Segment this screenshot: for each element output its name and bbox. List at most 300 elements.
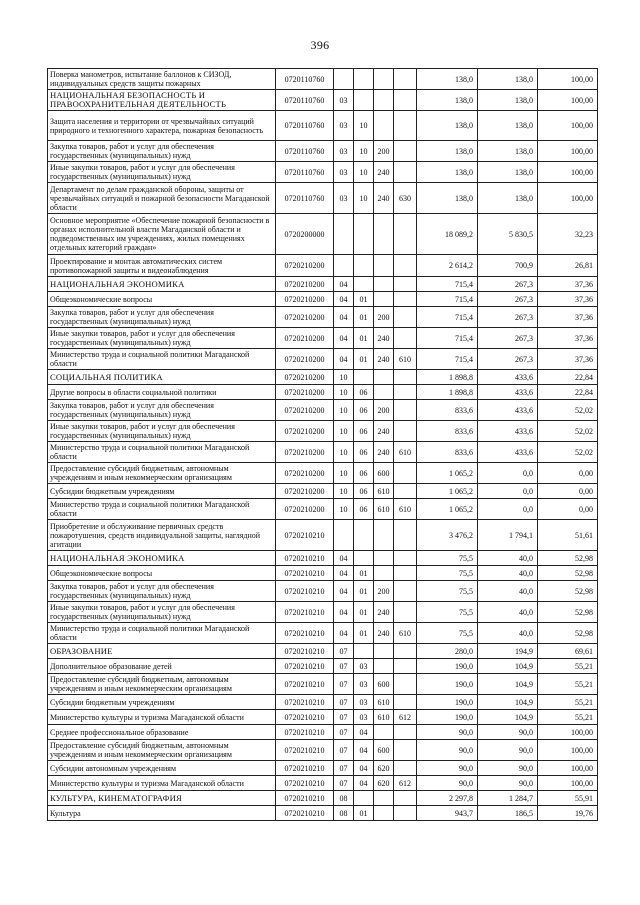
cell-name: Министерство труда и социальной политики Магаданской области — [48, 623, 276, 644]
cell-actual: 90,0 — [478, 776, 538, 791]
cell-name: Защита населения и территории от чрезвычайных ситуаций природного и техногенного характера, пожарная безопасность — [48, 111, 276, 141]
cell-subsection: 10 — [354, 162, 374, 183]
cell-subsection — [354, 214, 374, 255]
cell-subsection: 06 — [354, 421, 374, 442]
cell-code: 0720210200 — [276, 349, 334, 370]
cell-percent: 100,00 — [538, 69, 598, 90]
cell-plan: 833,6 — [417, 421, 478, 442]
cell-name: Общеэкономические вопросы — [48, 292, 276, 307]
table-row — [48, 183, 598, 214]
cell-code: 0720210210 — [276, 520, 334, 551]
cell-plan: 138,0 — [417, 90, 478, 111]
table-row — [48, 400, 598, 421]
cell-plan: 833,6 — [417, 442, 478, 463]
cell-percent: 52,98 — [538, 566, 598, 581]
cell-plan: 715,4 — [417, 277, 478, 292]
cell-code: 0720210210 — [276, 791, 334, 806]
table-row — [48, 69, 598, 90]
cell-expense-type — [374, 111, 394, 141]
table-body — [48, 69, 598, 821]
cell-percent: 100,00 — [538, 111, 598, 141]
cell-section: 04 — [334, 566, 354, 581]
cell-percent: 52,02 — [538, 400, 598, 421]
cell-subsection: 01 — [354, 292, 374, 307]
cell-section: 08 — [334, 791, 354, 806]
cell-section: 10 — [334, 400, 354, 421]
table-row — [48, 307, 598, 328]
cell-plan: 138,0 — [417, 183, 478, 214]
cell-code: 0720210210 — [276, 740, 334, 761]
cell-section: 04 — [334, 623, 354, 644]
cell-section: 07 — [334, 710, 354, 725]
cell-actual: 433,6 — [478, 385, 538, 400]
cell-expense-type — [374, 659, 394, 674]
cell-expense-type: 600 — [374, 740, 394, 761]
cell-section: 10 — [334, 442, 354, 463]
cell-administrator: 610 — [394, 349, 417, 370]
cell-expense-type: 600 — [374, 463, 394, 484]
cell-administrator: 612 — [394, 776, 417, 791]
cell-percent: 19,76 — [538, 806, 598, 821]
cell-plan: 1 065,2 — [417, 463, 478, 484]
cell-section: 08 — [334, 806, 354, 821]
cell-code: 0720210200 — [276, 277, 334, 292]
cell-expense-type: 240 — [374, 421, 394, 442]
cell-code: 0720110760 — [276, 111, 334, 141]
cell-subsection: 04 — [354, 761, 374, 776]
cell-percent: 52,98 — [538, 623, 598, 644]
cell-name: Закупка товаров, работ и услуг для обеспечения государственных (муниципальных) нужд — [48, 400, 276, 421]
table-row — [48, 710, 598, 725]
cell-actual: 90,0 — [478, 725, 538, 740]
cell-actual: 433,6 — [478, 442, 538, 463]
cell-actual: 0,0 — [478, 499, 538, 520]
cell-actual: 194,9 — [478, 644, 538, 659]
cell-name: НАЦИОНАЛЬНАЯ ЭКОНОМИКА — [48, 277, 276, 292]
cell-administrator — [394, 421, 417, 442]
cell-expense-type: 240 — [374, 442, 394, 463]
page-number: 396 — [310, 38, 330, 52]
cell-actual: 138,0 — [478, 90, 538, 111]
cell-expense-type: 610 — [374, 484, 394, 499]
cell-actual: 138,0 — [478, 162, 538, 183]
cell-percent: 37,36 — [538, 328, 598, 349]
cell-code: 0720110760 — [276, 90, 334, 111]
cell-administrator — [394, 307, 417, 328]
cell-expense-type — [374, 385, 394, 400]
cell-section: 10 — [334, 463, 354, 484]
cell-subsection: 06 — [354, 463, 374, 484]
cell-expense-type: 610 — [374, 695, 394, 710]
cell-section: 07 — [334, 761, 354, 776]
cell-administrator — [394, 370, 417, 385]
cell-actual: 104,9 — [478, 710, 538, 725]
cell-subsection: 01 — [354, 806, 374, 821]
cell-actual: 40,0 — [478, 581, 538, 602]
cell-section: 07 — [334, 644, 354, 659]
table-row — [48, 385, 598, 400]
cell-section — [334, 520, 354, 551]
table-row — [48, 725, 598, 740]
cell-percent: 0,00 — [538, 463, 598, 484]
cell-section: 03 — [334, 183, 354, 214]
table-row — [48, 806, 598, 821]
cell-actual: 40,0 — [478, 566, 538, 581]
cell-plan: 1 898,8 — [417, 385, 478, 400]
cell-expense-type — [374, 725, 394, 740]
cell-code: 0720210200 — [276, 292, 334, 307]
cell-percent: 100,00 — [538, 776, 598, 791]
cell-section: 03 — [334, 141, 354, 162]
cell-expense-type: 610 — [374, 710, 394, 725]
cell-plan: 75,5 — [417, 623, 478, 644]
table-row — [48, 566, 598, 581]
cell-plan: 138,0 — [417, 141, 478, 162]
cell-code: 0720210210 — [276, 761, 334, 776]
cell-administrator — [394, 695, 417, 710]
cell-code: 0720210200 — [276, 400, 334, 421]
cell-expense-type — [374, 255, 394, 277]
cell-percent: 55,21 — [538, 659, 598, 674]
cell-code: 0720210210 — [276, 602, 334, 623]
cell-expense-type: 200 — [374, 581, 394, 602]
cell-name: Иные закупки товаров, работ и услуг для обеспечения государственных (муниципальных) нужд — [48, 602, 276, 623]
cell-code: 0720110760 — [276, 183, 334, 214]
cell-code: 0720210210 — [276, 674, 334, 695]
cell-expense-type — [374, 214, 394, 255]
cell-subsection — [354, 255, 374, 277]
cell-administrator — [394, 69, 417, 90]
cell-code: 0720210200 — [276, 421, 334, 442]
cell-actual: 138,0 — [478, 183, 538, 214]
cell-plan: 138,0 — [417, 69, 478, 90]
cell-administrator — [394, 328, 417, 349]
cell-name: Иные закупки товаров, работ и услуг для обеспечения государственных (муниципальных) нужд — [48, 421, 276, 442]
cell-name: Закупка товаров, работ и услуг для обеспечения государственных (муниципальных) нужд — [48, 307, 276, 328]
cell-plan: 75,5 — [417, 581, 478, 602]
cell-actual: 0,0 — [478, 463, 538, 484]
cell-expense-type — [374, 90, 394, 111]
cell-administrator — [394, 740, 417, 761]
table-row — [48, 581, 598, 602]
cell-actual: 40,0 — [478, 551, 538, 566]
cell-name: Министерство труда и социальной политики Магаданской области — [48, 442, 276, 463]
cell-plan: 1 898,8 — [417, 370, 478, 385]
cell-actual: 267,3 — [478, 349, 538, 370]
cell-code: 0720200000 — [276, 214, 334, 255]
cell-name: Общеэкономические вопросы — [48, 566, 276, 581]
cell-administrator — [394, 141, 417, 162]
cell-administrator — [394, 400, 417, 421]
cell-administrator — [394, 277, 417, 292]
cell-expense-type — [374, 520, 394, 551]
cell-percent: 37,36 — [538, 349, 598, 370]
cell-code: 0720210200 — [276, 370, 334, 385]
cell-subsection — [354, 644, 374, 659]
cell-subsection: 01 — [354, 581, 374, 602]
cell-administrator — [394, 644, 417, 659]
budget-table — [47, 68, 598, 821]
table-row — [48, 602, 598, 623]
cell-plan: 833,6 — [417, 400, 478, 421]
cell-subsection: 01 — [354, 349, 374, 370]
cell-plan: 3 476,2 — [417, 520, 478, 551]
cell-plan: 190,0 — [417, 674, 478, 695]
cell-expense-type — [374, 370, 394, 385]
cell-plan: 715,4 — [417, 349, 478, 370]
cell-name: Другие вопросы в области социальной политики — [48, 385, 276, 400]
table-row — [48, 695, 598, 710]
cell-actual: 267,3 — [478, 307, 538, 328]
cell-administrator — [394, 292, 417, 307]
cell-subsection: 04 — [354, 725, 374, 740]
cell-administrator — [394, 385, 417, 400]
cell-percent: 37,36 — [538, 307, 598, 328]
cell-name: Департамент по делам гражданской обороны, защиты от чрезвычайных ситуаций и пожарной безопасности Магаданской области — [48, 183, 276, 214]
table-row — [48, 659, 598, 674]
cell-percent: 55,91 — [538, 791, 598, 806]
cell-plan: 75,5 — [417, 566, 478, 581]
table-row — [48, 551, 598, 566]
cell-section — [334, 255, 354, 277]
cell-percent: 55,21 — [538, 695, 598, 710]
cell-percent: 0,00 — [538, 484, 598, 499]
cell-expense-type — [374, 566, 394, 581]
table-row — [48, 623, 598, 644]
cell-code: 0720110760 — [276, 69, 334, 90]
cell-section: 04 — [334, 307, 354, 328]
cell-actual: 186,5 — [478, 806, 538, 821]
cell-expense-type: 200 — [374, 400, 394, 421]
cell-plan: 90,0 — [417, 740, 478, 761]
cell-administrator: 630 — [394, 183, 417, 214]
cell-subsection — [354, 370, 374, 385]
cell-code: 0720210210 — [276, 710, 334, 725]
cell-plan: 90,0 — [417, 776, 478, 791]
cell-section: 04 — [334, 349, 354, 370]
cell-expense-type: 240 — [374, 328, 394, 349]
cell-expense-type — [374, 806, 394, 821]
cell-administrator — [394, 463, 417, 484]
cell-section: 10 — [334, 421, 354, 442]
cell-actual: 40,0 — [478, 602, 538, 623]
cell-actual: 5 830,5 — [478, 214, 538, 255]
cell-administrator — [394, 214, 417, 255]
cell-code: 0720210210 — [276, 551, 334, 566]
cell-code: 0720110760 — [276, 141, 334, 162]
cell-plan: 1 065,2 — [417, 499, 478, 520]
cell-subsection: 01 — [354, 307, 374, 328]
cell-section: 04 — [334, 602, 354, 623]
cell-name: Министерство труда и социальной политики Магаданской области — [48, 499, 276, 520]
cell-subsection: 01 — [354, 623, 374, 644]
cell-name: Закупка товаров, работ и услуг для обеспечения государственных (муниципальных) нужд — [48, 581, 276, 602]
cell-section: 10 — [334, 499, 354, 520]
cell-name: Субсидии автономным учреждениям — [48, 761, 276, 776]
cell-actual: 267,3 — [478, 277, 538, 292]
cell-plan: 715,4 — [417, 292, 478, 307]
cell-expense-type — [374, 69, 394, 90]
table-row — [48, 421, 598, 442]
cell-actual: 433,6 — [478, 370, 538, 385]
cell-actual: 40,0 — [478, 623, 538, 644]
cell-percent: 100,00 — [538, 725, 598, 740]
cell-expense-type: 240 — [374, 623, 394, 644]
cell-section — [334, 69, 354, 90]
cell-plan: 943,7 — [417, 806, 478, 821]
cell-percent: 69,61 — [538, 644, 598, 659]
cell-code: 0720210200 — [276, 499, 334, 520]
table-row — [48, 644, 598, 659]
cell-name: Культура — [48, 806, 276, 821]
table-row — [48, 292, 598, 307]
cell-expense-type: 240 — [374, 602, 394, 623]
table-row — [48, 162, 598, 183]
table-row — [48, 442, 598, 463]
table-row — [48, 255, 598, 277]
cell-actual: 1 284,7 — [478, 791, 538, 806]
cell-name: Министерство культуры и туризма Магаданской области — [48, 776, 276, 791]
table-row — [48, 370, 598, 385]
cell-name: Дополнительное образование детей — [48, 659, 276, 674]
cell-name: Иные закупки товаров, работ и услуг для обеспечения государственных (муниципальных) нужд — [48, 162, 276, 183]
cell-plan: 2 614,2 — [417, 255, 478, 277]
cell-section: 03 — [334, 90, 354, 111]
cell-percent: 37,36 — [538, 292, 598, 307]
cell-code: 0720210210 — [276, 581, 334, 602]
cell-name: НАЦИОНАЛЬНАЯ ЭКОНОМИКА — [48, 551, 276, 566]
cell-code: 0720210200 — [276, 328, 334, 349]
cell-percent: 100,00 — [538, 183, 598, 214]
cell-section: 04 — [334, 551, 354, 566]
cell-subsection: 01 — [354, 602, 374, 623]
cell-administrator — [394, 581, 417, 602]
cell-section: 03 — [334, 111, 354, 141]
cell-expense-type: 620 — [374, 761, 394, 776]
cell-plan: 190,0 — [417, 695, 478, 710]
cell-code: 0720210210 — [276, 806, 334, 821]
cell-percent: 55,21 — [538, 674, 598, 695]
table-row — [48, 520, 598, 551]
cell-name: Приобретение и обслуживание первичных средств пожаротушения, средств индивидуальной защиты, наглядной агитации — [48, 520, 276, 551]
cell-subsection: 04 — [354, 776, 374, 791]
cell-expense-type: 240 — [374, 183, 394, 214]
cell-code: 0720210210 — [276, 566, 334, 581]
cell-administrator — [394, 602, 417, 623]
cell-plan: 18 089,2 — [417, 214, 478, 255]
cell-section: 10 — [334, 370, 354, 385]
cell-administrator — [394, 255, 417, 277]
cell-percent: 55,21 — [538, 710, 598, 725]
cell-actual: 138,0 — [478, 111, 538, 141]
cell-actual: 104,9 — [478, 674, 538, 695]
cell-percent: 37,36 — [538, 277, 598, 292]
table-row — [48, 740, 598, 761]
table-row — [48, 484, 598, 499]
cell-actual: 138,0 — [478, 141, 538, 162]
cell-section: 10 — [334, 484, 354, 499]
cell-plan: 190,0 — [417, 659, 478, 674]
cell-name: Предоставление субсидий бюджетным, автономным учреждениям и иным некоммерческим организациям — [48, 674, 276, 695]
cell-name: Министерство культуры и туризма Магаданской области — [48, 710, 276, 725]
cell-administrator — [394, 111, 417, 141]
cell-name: Предоставление субсидий бюджетным, автономным учреждениям и иным некоммерческим организациям — [48, 463, 276, 484]
cell-percent: 52,02 — [538, 442, 598, 463]
cell-name: Проектирование и монтаж автоматических систем противопожарной защиты и видеонаблюдения — [48, 255, 276, 277]
cell-expense-type: 600 — [374, 674, 394, 695]
cell-subsection: 10 — [354, 183, 374, 214]
cell-plan: 90,0 — [417, 761, 478, 776]
cell-plan: 715,4 — [417, 307, 478, 328]
cell-code: 0720210210 — [276, 776, 334, 791]
cell-subsection: 03 — [354, 710, 374, 725]
cell-percent: 32,23 — [538, 214, 598, 255]
cell-administrator — [394, 725, 417, 740]
cell-expense-type: 200 — [374, 141, 394, 162]
cell-expense-type — [374, 292, 394, 307]
cell-expense-type — [374, 644, 394, 659]
cell-section: 04 — [334, 277, 354, 292]
cell-subsection: 10 — [354, 111, 374, 141]
table-row — [48, 674, 598, 695]
cell-code: 0720210200 — [276, 307, 334, 328]
cell-plan: 2 297,8 — [417, 791, 478, 806]
cell-expense-type — [374, 551, 394, 566]
cell-name: КУЛЬТУРА, КИНЕМАТОГРАФИЯ — [48, 791, 276, 806]
table-row — [48, 791, 598, 806]
cell-percent: 22,84 — [538, 370, 598, 385]
cell-code: 0720210200 — [276, 442, 334, 463]
cell-subsection — [354, 520, 374, 551]
cell-percent: 22,84 — [538, 385, 598, 400]
table-row — [48, 277, 598, 292]
cell-percent: 51,61 — [538, 520, 598, 551]
cell-administrator: 610 — [394, 442, 417, 463]
cell-section: 07 — [334, 695, 354, 710]
cell-expense-type: 240 — [374, 349, 394, 370]
cell-name: Закупка товаров, работ и услуг для обеспечения государственных (муниципальных) нужд — [48, 141, 276, 162]
cell-actual: 138,0 — [478, 69, 538, 90]
table-row — [48, 141, 598, 162]
cell-subsection — [354, 69, 374, 90]
cell-percent: 100,00 — [538, 90, 598, 111]
cell-actual: 90,0 — [478, 740, 538, 761]
cell-plan: 75,5 — [417, 602, 478, 623]
cell-subsection: 04 — [354, 740, 374, 761]
table-row — [48, 214, 598, 255]
cell-name: ОБРАЗОВАНИЕ — [48, 644, 276, 659]
cell-percent: 26,81 — [538, 255, 598, 277]
cell-subsection — [354, 551, 374, 566]
cell-actual: 267,3 — [478, 328, 538, 349]
cell-subsection: 03 — [354, 659, 374, 674]
cell-percent: 100,00 — [538, 162, 598, 183]
table-row — [48, 328, 598, 349]
table-row — [48, 499, 598, 520]
cell-administrator — [394, 90, 417, 111]
cell-administrator — [394, 566, 417, 581]
cell-actual: 433,6 — [478, 400, 538, 421]
cell-subsection: 06 — [354, 499, 374, 520]
cell-plan: 138,0 — [417, 111, 478, 141]
cell-percent: 52,98 — [538, 602, 598, 623]
cell-subsection: 01 — [354, 566, 374, 581]
cell-code: 0720210200 — [276, 385, 334, 400]
cell-administrator — [394, 520, 417, 551]
cell-name: Министерство труда и социальной политики Магаданской области — [48, 349, 276, 370]
cell-subsection: 06 — [354, 484, 374, 499]
cell-percent: 100,00 — [538, 740, 598, 761]
